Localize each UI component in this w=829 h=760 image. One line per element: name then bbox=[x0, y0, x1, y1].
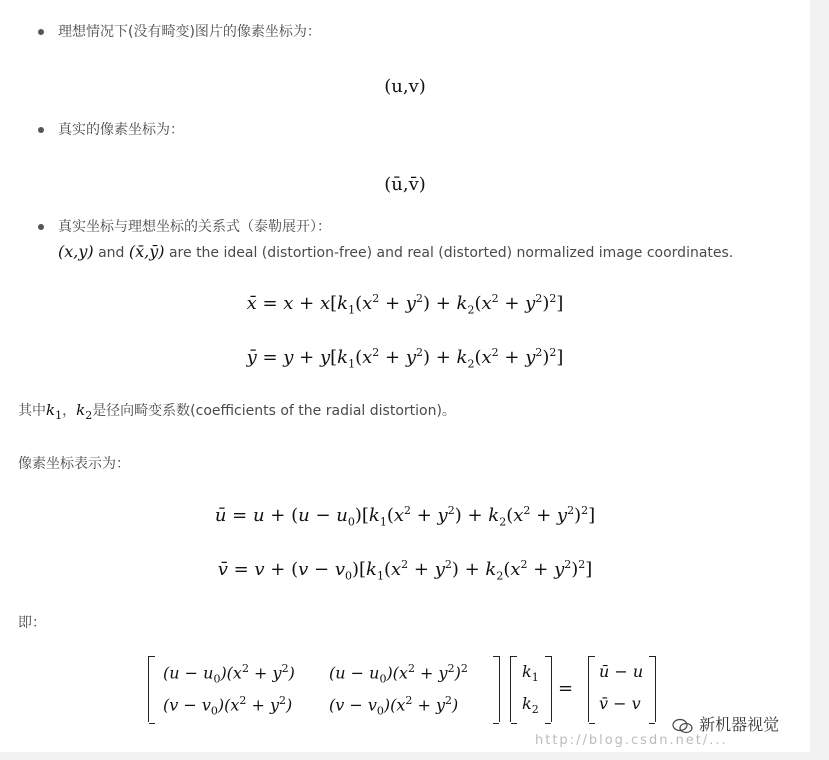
equation-x-distortion: x̄ = $x + x[k_1(x^2 + y^2) + k_2(x^2 + y^2)^2]$ bbox=[246, 292, 564, 317]
wechat-icon bbox=[672, 718, 694, 734]
bullet-dot bbox=[38, 224, 44, 230]
coordinates-note: (x,y) and (x̄,ȳ) are the ideal (distortion-free) and real (distorted) normalized image coordinates. bbox=[58, 242, 734, 261]
bullet-text: 真实坐标与理想坐标的关系式（泰勒展开）： bbox=[58, 219, 331, 235]
equation-ideal-coords: (u,v) bbox=[384, 76, 426, 97]
k-vector: $k_1$ $k_2$ bbox=[510, 656, 552, 722]
pixel-coords-heading: 像素坐标表示为： bbox=[18, 456, 130, 472]
bullet-text: 真实的像素坐标为： bbox=[58, 122, 184, 138]
ji-heading: 即： bbox=[18, 615, 46, 631]
bullet-dot bbox=[38, 127, 44, 133]
equation-y-distortion: ȳ = $y + y[k_1(x^2 + y^2) + k_2(x^2 + y^2)^2]$ bbox=[246, 346, 564, 371]
equation-u-distortion: ū = $u + (u - u_0)[k_1(x^2 + y^2) + k_2(x^2 + y^2)^2]$ bbox=[214, 504, 596, 529]
equation-v-distortion: v̄ = $v + (v - v_0)[k_1(x^2 + y^2) + k_2(x^2 + y^2)^2]$ bbox=[217, 558, 593, 583]
blog-url-watermark: http://blog.csdn.net/... bbox=[535, 733, 728, 748]
rhs-vector: ū − u v̄ − v bbox=[588, 656, 656, 722]
bullet-dot bbox=[38, 29, 44, 35]
wechat-watermark bbox=[672, 712, 779, 735]
coefficient-matrix: $(u - u_0)(x^2 + y^2)$ $(u - u_0)(x^2 + y^2)^2$ $(v - v_0)(x^2 + y^2)$ $(v - v_0)(x^2 + y^2)$ bbox=[148, 656, 500, 722]
watermark-text: 新机器视觉 bbox=[699, 715, 780, 734]
coefficient-description: 其中$k_1$，$k_2$是径向畸变系数(coefficients of the radial distortion)。 bbox=[18, 401, 456, 422]
bullet-text: 理想情况下(没有畸变)图片的像素坐标为： bbox=[58, 24, 321, 40]
equation-real-coords: (ū,v̄) bbox=[384, 174, 426, 195]
document-page: 理想情况下(没有畸变)图片的像素坐标为： (u,v) 真实的像素坐标为： (ū,v̄) 真实坐标与理想坐标的关系式（泰勒展开）： (x,y) and (x̄,ȳ) are the ideal (distortion-free) and real (distorted) normalized image coordinates. x̄ = $x + x[k_1(x^2 + y^2) + k_2(x^2 + y^2)^2]$ ȳ = $y + y[k_1(x^2 + y^2) + k_2(x^2 + y^2)^2]$ 其中$k_1$，$k_2$是径向畸变系数(coefficients of the radial distortion)。 像素坐标表示为： ū = $u + (u - u_0)[k_1(x^2 + y^2) + k_2(x^2 + y^2)^2]$ v̄ = $v + (v - v_0)[k_1(x^2 + y^2) + k_2(x^2 + y^2)^2]$ 即： $(u - u_0)(x^2 + y^2)$ $(u - u_0)(x^2 + y^2)^2$ $(v - v_0)(x^2 + y^2)$ $(v - v_0)(x^2 + y^2)$ $k_1$ $k_2$ = ū − u v̄ − v http://blog.csdn.net/... 新机器视觉 bbox=[0, 0, 810, 752]
